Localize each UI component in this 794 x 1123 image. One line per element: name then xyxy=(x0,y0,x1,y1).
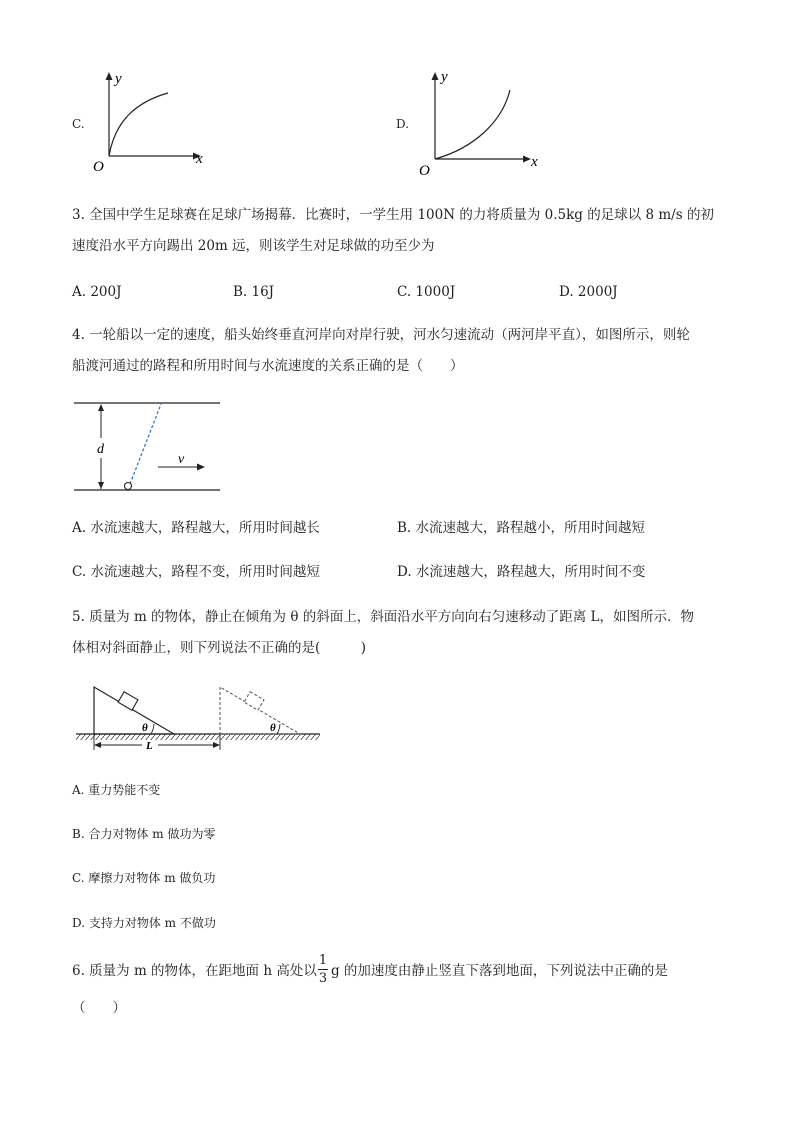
down-arrow-icon xyxy=(98,482,104,489)
x-axis-label: x xyxy=(196,151,203,167)
theta-label-initial: θ xyxy=(142,722,148,734)
q4-option-c: C. 水流速越大，路程不变，所用时间越短 xyxy=(72,564,320,580)
x-axis-label: x xyxy=(531,154,538,170)
right-arrow-icon xyxy=(213,742,220,748)
left-arrow-icon xyxy=(94,742,101,748)
q6-fraction xyxy=(318,953,328,986)
q4-option-a: A. 水流速越大，路程越大，所用时间越长 xyxy=(72,520,320,536)
q3-text-line2: 速度沿水平方向踢出 20m 远，则该学生对足球做的功至少为 xyxy=(72,238,435,254)
origin-label: O xyxy=(419,163,430,178)
option-c-label: C. xyxy=(72,117,85,131)
q4-text-line1: 4. 一轮船以一定的速度，船头始终垂直河岸向对岸行驶，河水匀速流动（两河岸平直），如图所示，则轮 xyxy=(72,327,690,343)
boat-path-dashed xyxy=(130,404,161,484)
q6-text-part2: g 的加速度由静止竖直下落到地面，下列说法中正确的是 xyxy=(331,963,668,979)
x-arrow-icon xyxy=(523,156,531,163)
river-crossing-figure xyxy=(74,396,222,496)
q6-text-part1: 6. 质量为 m 的物体，在距地面 h 高处以 xyxy=(72,963,317,979)
q4-text-line2: 船渡河通过的路程和所用时间与水流速度的关系正确的是（ ） xyxy=(72,358,464,374)
distance-label: L xyxy=(146,740,153,752)
theta-label-final: θ xyxy=(270,722,276,734)
boat-icon xyxy=(125,483,132,490)
q5-text-line1: 5. 质量为 m 的物体，静止在倾角为 θ 的斜面上，斜面沿水平方向向右匀速移动了距离 L，如图所示．物 xyxy=(72,609,695,625)
origin-label: O xyxy=(93,159,104,175)
q3-option-a: A. 200J xyxy=(72,284,122,300)
q4-option-b: B. 水流速越大，路程越小，所用时间越短 xyxy=(397,520,646,536)
q3-text-line1: 3. 全国中学生足球赛在足球广场揭幕．比赛时，一学生用 100N 的力将质量为 0.5kg 的足球以 8 m/s 的初 xyxy=(72,207,714,223)
q3-option-d: D. 2000J xyxy=(559,284,618,300)
y-arrow-icon xyxy=(106,72,113,80)
q6-text-line2: （ ） xyxy=(72,1000,126,1016)
incline-initial xyxy=(94,687,174,734)
option-d-label: D. xyxy=(396,117,410,131)
q5-option-b: B. 合力对物体 m 做功为零 xyxy=(72,827,216,841)
q5-option-d: D. 支持力对物体 m 不做功 xyxy=(72,916,216,930)
incline-figure xyxy=(74,682,322,754)
q5-option-c: C. 摩擦力对物体 m 做负功 xyxy=(72,871,216,885)
concave-up-curve xyxy=(435,90,510,159)
block-initial xyxy=(118,692,138,710)
block-final xyxy=(244,692,264,710)
angle-arc-final xyxy=(277,724,280,734)
up-arrow-icon xyxy=(98,404,104,411)
angle-arc-initial xyxy=(151,724,154,734)
ground-hatch xyxy=(76,734,320,740)
right-arrow-icon xyxy=(197,464,205,471)
q4-option-d: D. 水流速越大，路程越大，所用时间不变 xyxy=(397,564,646,580)
q3-option-b: B. 16J xyxy=(233,284,275,300)
q5-option-a: A. 重力势能不变 xyxy=(72,783,161,797)
width-label: d xyxy=(97,442,104,457)
q5-text-line2: 体相对斜面静止，则下列说法不正确的是( ) xyxy=(72,640,367,656)
y-axis-label: y xyxy=(115,71,122,87)
fraction-bar xyxy=(318,969,328,970)
fraction-denominator: 3 xyxy=(318,971,328,986)
y-arrow-icon xyxy=(432,72,439,80)
graph-c xyxy=(88,66,210,176)
y-axis-label: y xyxy=(441,69,448,85)
fraction-numerator: 1 xyxy=(318,953,328,968)
concave-down-curve xyxy=(109,93,168,156)
q3-option-c: C. 1000J xyxy=(397,284,456,300)
incline-final xyxy=(220,687,300,734)
graph-d xyxy=(414,64,544,178)
current-velocity-label: v xyxy=(178,452,185,467)
